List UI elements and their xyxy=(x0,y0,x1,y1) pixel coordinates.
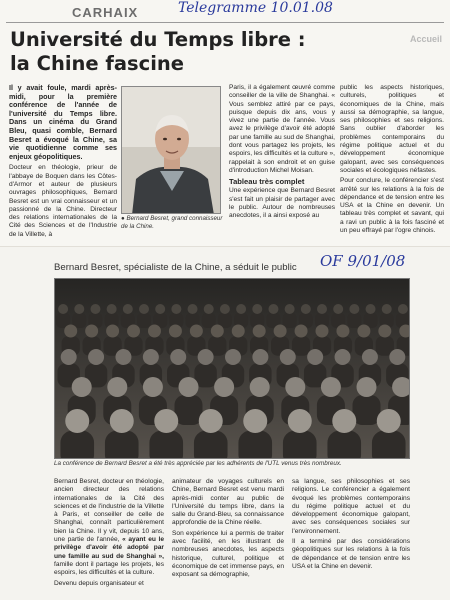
audience-member-head xyxy=(336,325,349,338)
audience-member-head xyxy=(85,325,98,338)
audience-member-head xyxy=(170,349,186,365)
audience-member-head xyxy=(295,325,308,338)
handwritten-source-note: Telegramme 10.01.08 xyxy=(178,0,333,16)
audience-member-head xyxy=(198,349,214,365)
audience-member-body xyxy=(194,431,228,459)
article-2-col3-para-1: sa langue, ses philosophies et ses religions. Le conférencier a également évoqué les problèmes contemporains du régime politique actuel et du développement économique galopant, avec ses conséquences sociales sur l'environnement. xyxy=(292,478,410,535)
audience-member-body xyxy=(137,313,151,328)
audience-member-head xyxy=(357,325,370,338)
section-label: CARHAIX xyxy=(72,5,139,20)
article-2-col2-para-1: animateur de voyages culturels en Chine, Bernard Besret est venu mardi après-midi conter au public de l'Université du temps libre, dans la salle du Grand-Bleu, sa connaissance approfondie de la Chine réelle. xyxy=(172,478,284,527)
audience-member-head xyxy=(316,325,329,338)
audience-member-head xyxy=(301,304,311,314)
audience-member-head xyxy=(110,409,134,433)
audience-member-head xyxy=(243,409,267,433)
column-2-paragraph-2: Une expérience que Bernard Besret s'est fait un plaisir de partager avec le public. Autour de nombreuses anecdotes, il a ainsi exposé au xyxy=(229,187,335,220)
audience-member-body xyxy=(149,431,183,459)
portrait-image xyxy=(122,87,221,214)
audience-member-head xyxy=(378,325,391,338)
audience-member-head xyxy=(285,304,295,314)
audience-member-head xyxy=(252,304,262,314)
article-headline xyxy=(10,28,390,76)
audience-member-body xyxy=(347,313,361,328)
audience-member-head xyxy=(321,377,341,397)
audience-member-head xyxy=(252,349,268,365)
article-2-col2-para-2: Son expérience lui a permis de traiter avec facilité, en les illustrant de nombreuses anecdotes, les aspects historique, culturel, politique et économique de cet immense pays, en exposant sa démographie, xyxy=(172,529,284,579)
audience-member-head xyxy=(377,409,401,433)
audience-member-head xyxy=(179,377,199,397)
audience-member-head xyxy=(88,349,104,365)
audience-image xyxy=(55,279,410,459)
audience-member-head xyxy=(317,304,327,314)
portrait-caption: ● Bernard Besret, grand connaisseur de la Chine. xyxy=(121,215,223,230)
article-column-3 xyxy=(340,84,444,237)
audience-member-body xyxy=(175,395,203,425)
article-2-quote: « ayant eu le privilège d'avoir été adopté par une famille au sud de Shanghai », xyxy=(54,536,164,560)
audience-member-head xyxy=(64,325,77,338)
audience-photo-caption: La conférence de Bernard Besret a été très appréciée par les adhérents de l'UTL venus très nombreux. xyxy=(54,460,342,467)
audience-member-head xyxy=(253,325,266,338)
clipping-telegramme xyxy=(0,0,450,246)
audience-member-head xyxy=(139,304,149,314)
audience-member-head xyxy=(127,325,140,338)
article-2-text-a: Bernard Besret, docteur en théologie, ancien directeur des relations internationales de la Cité des sciences et de l'industrie de la Villette à Paris, et conseiller de celle de Shanghai, connaît particulièrement bien la Chine. Il y vit, depuis 10 ans, une partie de l'année, xyxy=(54,478,164,544)
audience-member-head xyxy=(169,325,182,338)
audience-member-head xyxy=(236,304,246,314)
audience-member-head xyxy=(148,325,161,338)
audience-member-head xyxy=(268,304,278,314)
audience-member-head xyxy=(382,304,392,314)
audience-member-head xyxy=(61,349,77,365)
audience-member-head xyxy=(115,349,131,365)
audience-member-head xyxy=(288,409,312,433)
audience-member-head xyxy=(357,377,377,397)
audience-member-head xyxy=(307,349,323,365)
audience-member-head xyxy=(232,325,245,338)
article-2-headline: Bernard Besret, spécialiste de la Chine, a séduit le public xyxy=(54,262,297,273)
article-subheading: Tableau très complet xyxy=(229,177,305,187)
audience-member-head xyxy=(366,304,376,314)
article-2-text-b: famille dont il partage les projets, les espoirs, les difficultés et la culture. xyxy=(54,560,164,577)
article-column-2 xyxy=(229,84,335,222)
audience-member-head xyxy=(65,409,89,433)
column-3-paragraph-2: Pour conclure, le conférencier s'est arrêté sur les relations à la fois de dépendance et de tension entre les USA et la Chine en devenir. Un tableau très complet et savant, qui a ravi un public à la fois fasciné et un peu effrayé par l'ogre chinois. xyxy=(340,177,444,235)
audience-member-head xyxy=(171,304,181,314)
audience-member-head xyxy=(335,349,351,365)
audience-member-head xyxy=(398,304,408,314)
column-3-paragraph-1: public les aspects historiques, culturels, politiques et économiques de la Chine, mais aussi sa démographie, sa langue, ses philosophies et ses religions. Sans oublier d'aborder les problèmes contemporains du régime politique actuel et du développement économique galopant, avec ses conséquences sociales et écologiques néfastes. xyxy=(340,84,444,174)
audience-member-head xyxy=(362,349,378,365)
column-2-paragraph-1: Paris, il a également œuvré comme conseiller de la ville de Shanghai. « Vous semblez attiré par ce pays, puisque depuis dix ans, vous y vivez une partie de l'année. Vous avez le privilège d'avoir été adopté par une famille au sud de Shanghai, dont vous partagez les projets, les espoirs, les difficultés et la culture », rappelait à son endroit et en guise d'introduction Michel Moisan. xyxy=(229,84,335,174)
article-column-1 xyxy=(9,84,117,241)
audience-member-head xyxy=(220,304,230,314)
audience-member-head xyxy=(389,349,405,365)
audience-member-body xyxy=(283,431,317,459)
audience-member-body xyxy=(372,431,406,459)
audience-member-head xyxy=(225,349,241,365)
audience-member-head xyxy=(107,377,127,397)
audience-member-head xyxy=(58,304,68,314)
article-2-column-3 xyxy=(292,478,410,573)
audience-member-head xyxy=(285,377,305,397)
audience-member-body xyxy=(105,431,139,459)
audience-member-head xyxy=(280,349,296,365)
audience-member-head xyxy=(250,377,270,397)
article-2-column-2 xyxy=(172,478,284,582)
audience-member-head xyxy=(211,325,224,338)
audience-member-body xyxy=(327,431,361,459)
audience-member-head xyxy=(123,304,133,314)
audience-photo xyxy=(54,278,410,459)
audience-member-head xyxy=(74,304,84,314)
audience-member-head xyxy=(204,304,214,314)
audience-member-head xyxy=(274,325,287,338)
audience-member-body xyxy=(353,395,381,425)
article-2-col3-para-2: Il a terminé par des considérations géopolitiques sur les relations à la fois de dépendance et de tension entre les USA et la Chine en devenir. xyxy=(292,538,410,570)
headline-line-2: la Chine fascine xyxy=(10,52,185,75)
masthead-ghost-text: Accueil xyxy=(409,34,442,44)
article-2-text-c: Devenu depuis organisateur et xyxy=(54,579,144,587)
audience-member-head xyxy=(214,377,234,397)
audience-member-body xyxy=(60,431,94,459)
article-2-paragraph xyxy=(54,478,164,578)
audience-member-head xyxy=(333,304,343,314)
audience-member-head xyxy=(72,377,92,397)
audience-member-head xyxy=(143,349,159,365)
column-1-paragraph: Docteur en théologie, prieur de l'abbaye de Boquen dans les Côtes-d'Armor et auteur de plusieurs ouvrages philosophiques, Bernard Besret est un vrai connaisseur et un passionné de la Chine. Directeur des relations internationales de la Cité des Sciences et de l'Industrie de la Villette, à xyxy=(9,164,117,238)
audience-member-body xyxy=(292,336,310,356)
audience-member-head xyxy=(106,325,119,338)
audience-member-head xyxy=(190,325,203,338)
audience-member-head xyxy=(90,304,100,314)
audience-member-head xyxy=(154,409,178,433)
divider xyxy=(6,22,444,23)
article-lead: Il y avait foule, mardi après-midi, pour la première conférence de l'année de l'université du Temps libre. Dans un cinéma du Grand Bleu, quasi comble, Bernard Besret a évoqué la Chine, sa vie quotidienne comme ses enjeux géopolitiques. xyxy=(9,83,117,161)
audience-member-head xyxy=(155,304,165,314)
audience-member-head xyxy=(349,304,359,314)
audience-member-head xyxy=(143,377,163,397)
handwritten-source-note-2: OF 9/01/08 xyxy=(320,252,406,270)
audience-member-body xyxy=(283,313,297,328)
audience-member-head xyxy=(107,304,117,314)
audience-member-head xyxy=(199,409,223,433)
audience-member-head xyxy=(332,409,356,433)
headline-line-1: Université du Temps libre : xyxy=(10,28,306,51)
audience-member-body xyxy=(238,431,272,459)
portrait-photo xyxy=(121,86,221,214)
article-2-column-1 xyxy=(54,478,164,590)
audience-member-head xyxy=(188,304,198,314)
